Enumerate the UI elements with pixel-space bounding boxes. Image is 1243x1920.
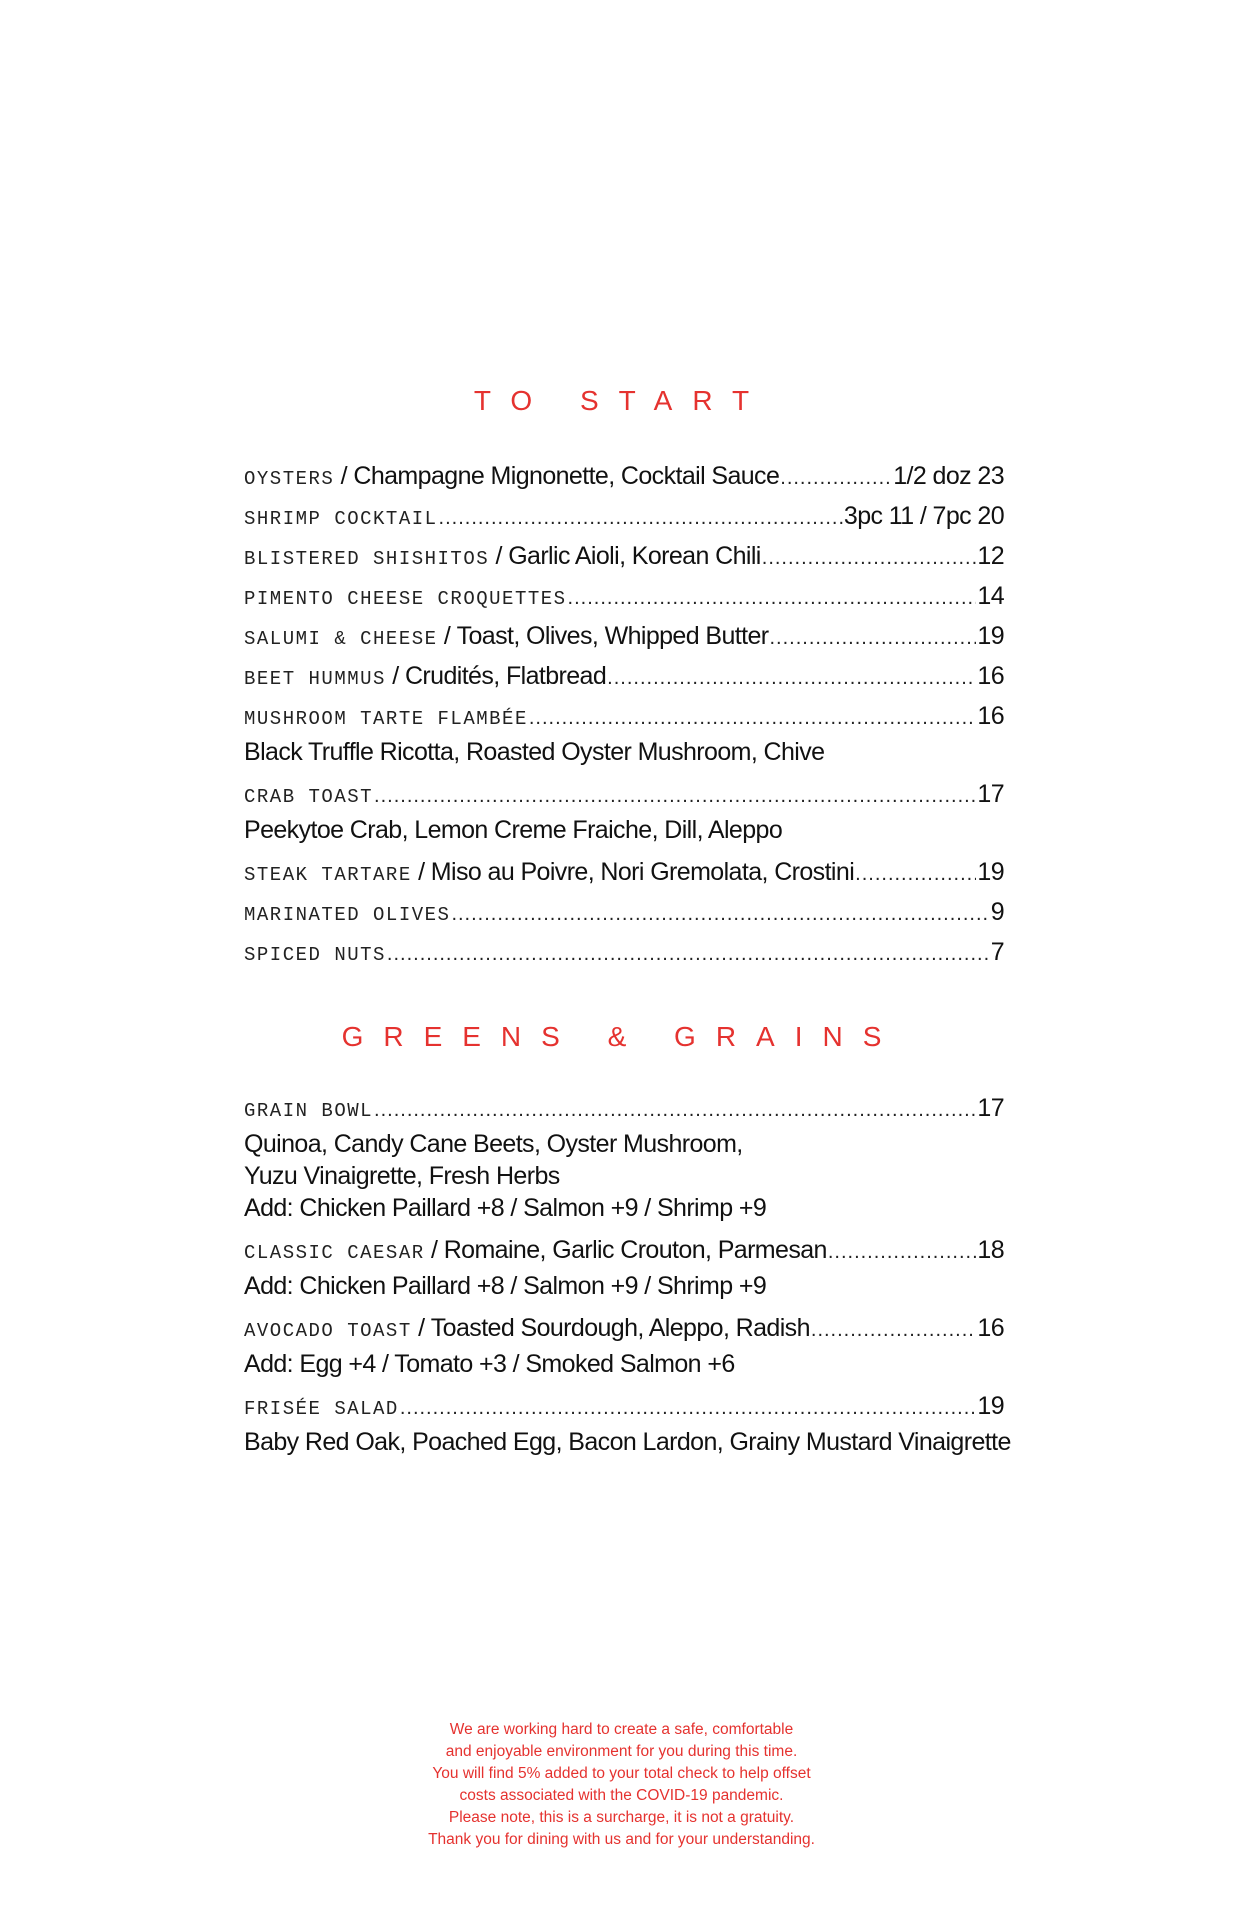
menu-item (244, 852, 1004, 892)
menu-item-description: Garlic Aioli, Korean Chili (508, 542, 761, 570)
menu-item (244, 656, 1004, 696)
dot-leader (374, 1090, 976, 1130)
dot-leader (451, 894, 989, 934)
menu-item-price: 7 (990, 938, 1004, 966)
separator-slash: / (334, 462, 354, 490)
menu-item (244, 456, 1004, 496)
menu-item (244, 1386, 1011, 1458)
menu-item (244, 536, 1004, 576)
menu-item-detail: Add: Egg +4 / Tomato +3 / Smoked Salmon +6 (244, 1350, 735, 1378)
menu-item-name: FRISÉE SALAD (244, 1398, 399, 1420)
menu-item-detail: Black Truffle Ricotta, Roasted Oyster Mushroom, Chive (244, 738, 825, 766)
section-heading-to-start: TO START (473, 385, 770, 416)
section-heading-greens-grains: GREENS & GRAINS (341, 1021, 902, 1052)
menu-item-name: STEAK TARTARE (244, 864, 412, 886)
separator-slash: / (489, 542, 509, 570)
menu-item-name: AVOCADO TOAST (244, 1320, 412, 1342)
menu-item-name: OYSTERS (244, 468, 335, 490)
menu-item-name: MUSHROOM TARTE FLAMBÉE (244, 708, 528, 730)
notice-line: Thank you for dining with us and for your understanding. (428, 1831, 815, 1848)
notice-line: and enjoyable environment for you during this time. (445, 1743, 798, 1760)
menu-item (244, 696, 1004, 768)
menu-item-line (244, 696, 1004, 736)
dot-leader (374, 776, 976, 816)
menu-item-detail: Yuzu Vinaigrette, Fresh Herbs (244, 1162, 560, 1190)
menu-item-price: 17 (977, 1094, 1004, 1122)
dot-leader (607, 658, 976, 698)
menu-item (244, 576, 1004, 616)
menu-item-name: BLISTERED SHISHITOS (244, 548, 490, 570)
menu-item-detail: Quinoa, Candy Cane Beets, Oyster Mushroom, (244, 1130, 743, 1158)
separator-slash: / (385, 662, 405, 690)
dot-leader (855, 854, 976, 894)
menu-item-line (244, 616, 1004, 656)
menu-item-price: 19 (977, 858, 1004, 886)
menu-item-name: PIMENTO CHEESE CROQUETTES (244, 588, 567, 610)
menu-item-line (244, 1386, 1004, 1426)
dot-leader (770, 618, 977, 658)
menu-item-price: 1/2 doz 23 (893, 462, 1004, 490)
menu-item-name: SALUMI & CHEESE (244, 628, 438, 650)
dot-leader (400, 1388, 977, 1428)
dot-leader (762, 538, 977, 578)
menu-item-price: 16 (977, 662, 1004, 690)
menu-item-line (244, 892, 1004, 932)
dot-leader (828, 1232, 977, 1272)
menu-item-price: 3pc 11 / 7pc 20 (843, 502, 1004, 530)
menu-item-line (244, 1230, 1004, 1270)
menu-item-description: Toast, Olives, Whipped Butter (456, 622, 769, 650)
menu-item-line (244, 536, 1004, 576)
menu-item-name: SHRIMP COCKTAIL (244, 508, 438, 530)
notice-line: Please note, this is a surcharge, it is not a gratuity. (448, 1809, 795, 1826)
menu-item-line (244, 576, 1004, 616)
dot-leader (529, 698, 977, 738)
menu-item-line (244, 656, 1004, 696)
menu-item-line (244, 932, 1004, 972)
covid-surcharge-notice (0, 1719, 1243, 1851)
menu-section-to-start (244, 456, 1004, 972)
menu-item-price: 9 (990, 898, 1004, 926)
dot-leader (568, 578, 977, 618)
menu-item-line (244, 496, 1004, 536)
menu-item-name: CRAB TOAST (244, 786, 374, 808)
dot-leader (780, 458, 892, 498)
menu-item-detail: Peekytoe Crab, Lemon Creme Fraiche, Dill, Aleppo (244, 816, 783, 844)
menu-item-description: Crudités, Flatbread (404, 662, 607, 690)
dot-leader (439, 498, 843, 538)
menu-item (244, 616, 1004, 656)
menu-item (244, 892, 1004, 932)
menu-item-line (244, 1308, 1004, 1348)
menu-item-line (244, 1088, 1004, 1128)
menu-item-detail: Add: Chicken Paillard +8 / Salmon +9 / Shrimp +9 (244, 1272, 767, 1300)
menu-item-detail: Baby Red Oak, Poached Egg, Bacon Lardon, Grainy Mustard Vinaigrette (244, 1428, 1011, 1456)
menu-item-line (244, 456, 1004, 496)
menu-item-name: MARINATED OLIVES (244, 904, 451, 926)
menu-item-line (244, 852, 1004, 892)
menu-item (244, 1308, 1004, 1380)
menu-item-name: BEET HUMMUS (244, 668, 386, 690)
dot-leader (387, 934, 990, 974)
menu-item (244, 496, 1004, 536)
menu-item-price: 18 (977, 1236, 1004, 1264)
menu-item-price: 14 (977, 582, 1004, 610)
menu-item-price: 16 (977, 1314, 1004, 1342)
notice-line: You will find 5% added to your total check to help offset (432, 1765, 811, 1782)
menu-item-line (244, 774, 1004, 814)
menu-item (244, 774, 1004, 846)
menu-item-name: GRAIN BOWL (244, 1100, 374, 1122)
dot-leader (811, 1310, 977, 1350)
menu-item-price: 12 (977, 542, 1004, 570)
menu-item-name: CLASSIC CAESAR (244, 1242, 425, 1264)
menu-item-price: 19 (977, 1392, 1004, 1420)
menu-item-price: 17 (977, 780, 1004, 808)
menu-item-detail: Add: Chicken Paillard +8 / Salmon +9 / Shrimp +9 (244, 1194, 767, 1222)
notice-line: costs associated with the COVID-19 pandemic. (459, 1787, 784, 1804)
separator-slash: / (411, 858, 431, 886)
menu-section-greens-grains (244, 1088, 1011, 1464)
menu-item-description: Miso au Poivre, Nori Gremolata, Crostini (430, 858, 855, 886)
menu-item-price: 16 (977, 702, 1004, 730)
menu-item-name: SPICED NUTS (244, 944, 386, 966)
separator-slash: / (424, 1236, 444, 1264)
menu-item-description: Toasted Sourdough, Aleppo, Radish (430, 1314, 810, 1342)
menu-item (244, 932, 1004, 972)
menu-item-price: 19 (977, 622, 1004, 650)
menu-item (244, 1230, 1004, 1302)
separator-slash: / (437, 622, 457, 650)
menu-item (244, 1088, 1004, 1224)
notice-line: We are working hard to create a safe, comfortable (449, 1721, 794, 1738)
menu-item-description: Champagne Mignonette, Cocktail Sauce (353, 462, 780, 490)
menu-item-description: Romaine, Garlic Crouton, Parmesan (443, 1236, 827, 1264)
separator-slash: / (411, 1314, 431, 1342)
